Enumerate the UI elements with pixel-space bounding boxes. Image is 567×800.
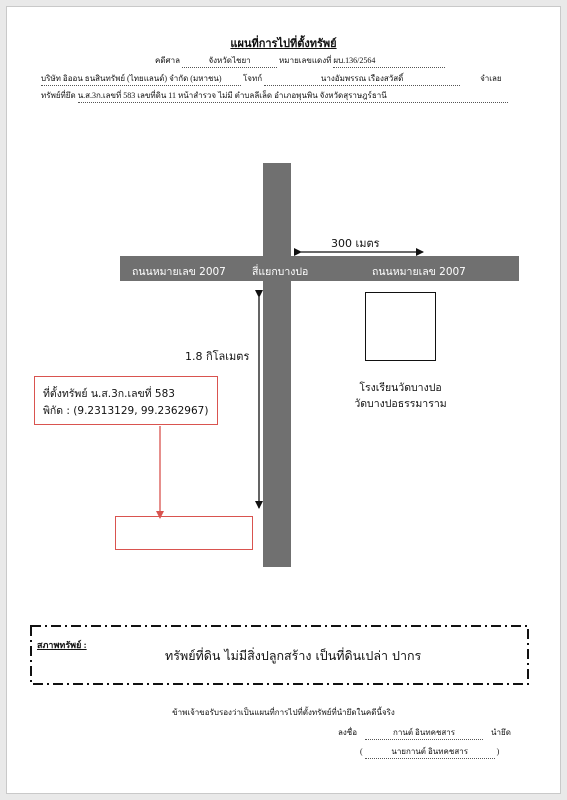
signer-role: นำยึด <box>491 728 511 737</box>
property-label: ทรัพย์ที่ยึด <box>41 91 76 100</box>
property-location-marker <box>115 516 253 550</box>
intersection-label: สี่แยกบางปอ <box>252 266 309 278</box>
property-coordinates: พิกัด : (9.2313129, 99.2362967) <box>43 405 209 417</box>
property-title: ที่ตั้งทรัพย์ น.ส.3ก.เลขที่ 583 <box>43 388 175 400</box>
open-paren: ( <box>360 747 363 756</box>
condition-box <box>29 624 530 686</box>
condition-text: ทรัพย์ที่ดิน ไม่มีสิ่งปลูกสร้าง เป็นที่ดินเปล่า ปากร <box>165 648 422 663</box>
plaintiff-label: โจทก์ <box>243 74 263 83</box>
distance-label-vertical: 1.8 กิโลเมตร <box>185 350 250 363</box>
school-name: โรงเรียนวัดบางปอ <box>359 382 442 394</box>
road-label-right: ถนนหมายเลข 2007 <box>372 266 466 278</box>
close-paren: ) <box>496 747 500 756</box>
case-value: ผบ.136/2564 <box>333 54 445 68</box>
signature: กานต์ อินทคชสาร <box>365 726 483 740</box>
case-label: หมายเลขแดงที่ <box>279 56 332 65</box>
defendant-value: นางอัมพรรณ เรืองสวัสดิ์ <box>264 72 460 86</box>
sign-label: ลงชื่อ <box>338 728 358 737</box>
signature-line <box>338 726 511 740</box>
road-label-left: ถนนหมายเลข 2007 <box>132 266 226 278</box>
defendant-label: จำเลย <box>480 74 502 83</box>
certification-text: ข้าพเจ้าขอรับรองว่าเป็นแผนที่การไปที่ตั้งทรัพย์ที่นำยึดในคดีนี้จริง <box>172 708 395 717</box>
printed-name-line <box>360 745 499 759</box>
property-value: น.ส.3ก.เลขที่ 583 เลขที่ดิน 11 หน้าสำรวจ ไม่มี ตำบลลีเล็ด อำเภอพุนพิน จังหวัดสุราษฎร์ธานี <box>78 89 508 103</box>
property-info-box <box>34 376 218 425</box>
temple-name: วัดบางปอธรรมาราม <box>354 398 447 410</box>
printed-name: นายกานต์ อินทคชสาร <box>365 745 495 759</box>
court-label: คดีศาล <box>155 56 181 65</box>
school-label <box>330 380 471 412</box>
court-value: จังหวัดไชยา <box>182 54 277 68</box>
school-landmark <box>365 292 436 361</box>
distance-label-horizontal: 300 เมตร <box>331 237 380 250</box>
plaintiff-value: บริษัท อิออน ธนสินทรัพย์ (ไทยแลนด์) จำกัด (มหาชน) <box>41 72 241 86</box>
page-title: แผนที่การไปที่ตั้งทรัพย์ <box>230 38 337 50</box>
condition-label: สภาพทรัพย์ : <box>37 640 87 650</box>
